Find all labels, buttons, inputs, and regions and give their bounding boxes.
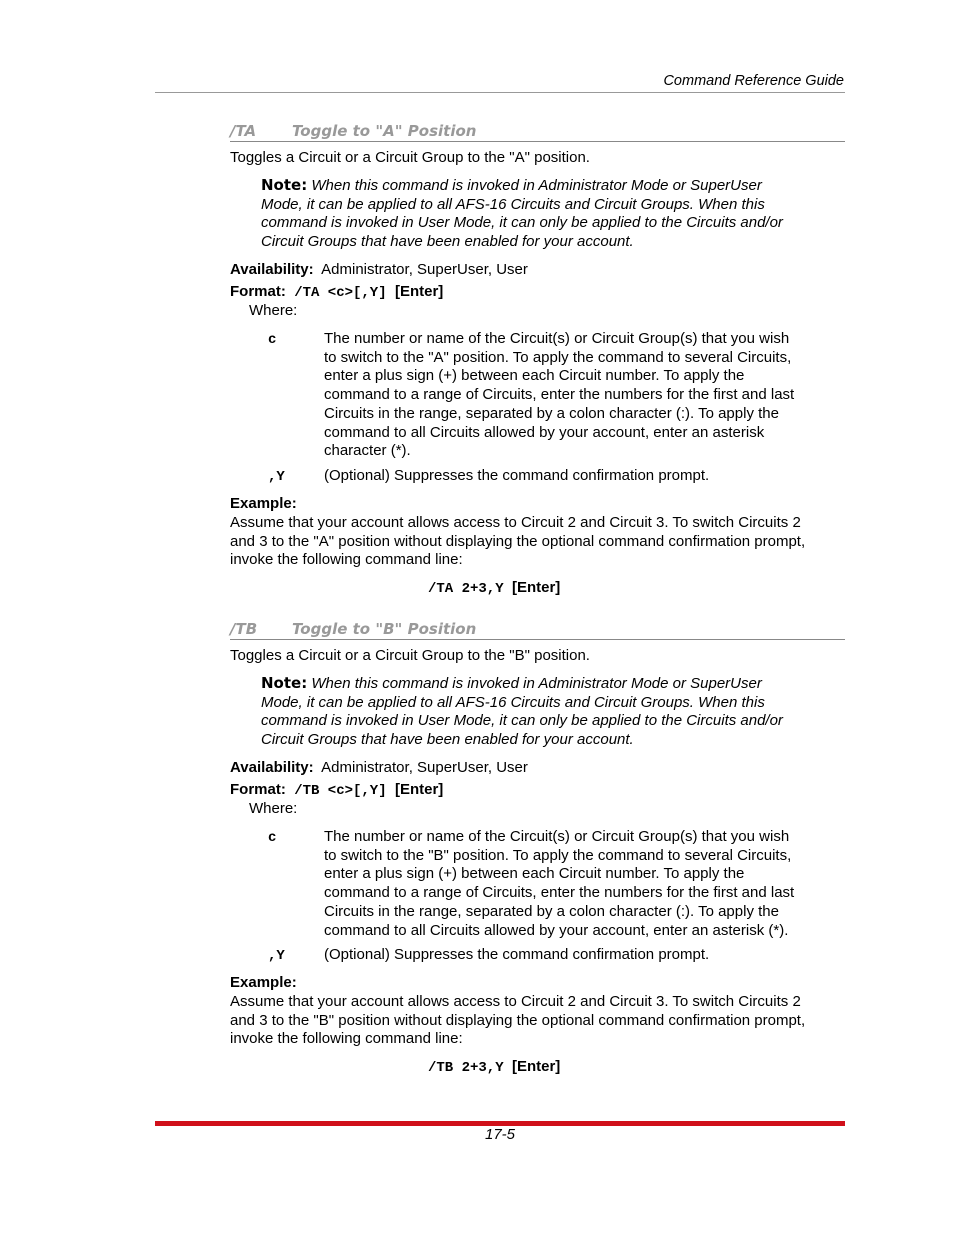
format-line (230, 781, 443, 801)
example-label: Example: (230, 495, 297, 512)
param-name: ,Y (268, 469, 285, 485)
intro-text: Toggles a Circuit or a Circuit Group to the "B" position. (230, 647, 590, 664)
param-line: enter a plus sign (+) between each Circuit number. To apply the (324, 367, 745, 385)
format-enter: [Enter] (394, 283, 444, 300)
note-line: When this command is invoked in Administrator Mode or SuperUser (311, 675, 762, 692)
availability-label: Availability: (230, 261, 314, 278)
param-line: to switch to the "A" position. To apply the command to several Circuits, (324, 348, 792, 366)
where-label: Where: (249, 800, 298, 817)
example-command-line (428, 579, 560, 597)
example-line: and 3 to the "B" position without displaying the optional command confirmation prompt, (230, 1011, 806, 1029)
section-command: /TA (230, 122, 257, 140)
param-line: Circuits in the range, separated by a colon character (:). To apply the (324, 404, 779, 422)
param-description (324, 828, 829, 940)
param-line: The number or name of the Circuit(s) or Circuit Group(s) that you wish (324, 828, 790, 845)
note-line: command is invoked in User Mode, it can only be applied to the Circuits and/or (261, 712, 783, 730)
param-description (324, 467, 829, 486)
section-title: Toggle to "A" Position (292, 122, 477, 140)
param-line: (Optional) Suppresses the command confirmation prompt. (324, 946, 710, 963)
note-line: Circuit Groups that have been enabled for your account. (261, 731, 634, 749)
param-line: (Optional) Suppresses the command confirmation prompt. (324, 467, 710, 484)
intro-text: Toggles a Circuit or a Circuit Group to the "A" position. (230, 149, 590, 166)
note-block (261, 674, 836, 750)
availability-line (230, 759, 528, 778)
example-line: Assume that your account allows access to Circuit 2 and Circuit 3. To switch Circuits 2 (230, 514, 801, 531)
format-line (230, 283, 443, 303)
page-number: 17-5 (484, 1126, 516, 1143)
param-line: command to a range of Circuits, enter the numbers for the first and last (324, 884, 795, 902)
param-description (324, 330, 829, 461)
where-label: Where: (249, 302, 298, 319)
example-text (230, 514, 805, 570)
example-line: invoke the following command line: (230, 1030, 463, 1048)
availability-line (230, 261, 528, 280)
example-line: Assume that your account allows access to Circuit 2 and Circuit 3. To switch Circuits 2 (230, 993, 801, 1010)
format-label: Format: (230, 283, 286, 300)
example-command: /TB 2+3,Y (428, 1060, 504, 1076)
param-name: c (268, 830, 277, 846)
note-line: command is invoked in User Mode, it can only be applied to the Circuits and/or (261, 214, 783, 232)
example-text (230, 993, 805, 1049)
param-line: command to all Circuits allowed by your account, enter an asterisk (*). (324, 921, 789, 939)
running-header: Command Reference Guide (663, 73, 844, 89)
example-line: and 3 to the "A" position without displaying the optional command confirmation prompt, (230, 532, 806, 550)
example-command-line (428, 1058, 560, 1076)
section-ta (230, 122, 845, 602)
note-line: When this command is invoked in Administrator Mode or SuperUser (311, 177, 762, 194)
param-line: command to a range of Circuits, enter the numbers for the first and last (324, 386, 795, 404)
param-description (324, 946, 829, 965)
format-command: /TA <c>[,Y] (294, 285, 387, 301)
example-line: invoke the following command line: (230, 551, 463, 569)
example-command: /TA 2+3,Y (428, 581, 504, 597)
note-label: Note: (261, 674, 308, 692)
param-line: character (*). (324, 442, 411, 460)
example-enter: [Enter] (511, 1058, 561, 1075)
param-line: command to all Circuits allowed by your account, enter an asterisk (324, 423, 765, 441)
param-name: ,Y (268, 948, 285, 964)
param-line: The number or name of the Circuit(s) or Circuit Group(s) that you wish (324, 330, 790, 347)
availability-value: Administrator, SuperUser, User (321, 759, 528, 776)
header-rule (155, 92, 845, 93)
section-title: Toggle to "B" Position (292, 620, 477, 638)
note-block (261, 176, 836, 252)
section-command: /TB (230, 620, 258, 638)
note-line: Circuit Groups that have been enabled for your account. (261, 233, 634, 251)
section-tb (230, 620, 845, 1100)
param-name: c (268, 332, 277, 348)
note-line: Mode, it can be applied to all AFS-16 Circuits and Circuit Groups. When this (261, 195, 765, 213)
example-enter: [Enter] (511, 579, 561, 596)
format-label: Format: (230, 781, 286, 798)
format-enter: [Enter] (394, 781, 444, 798)
section-heading (230, 620, 845, 640)
param-line: to switch to the "B" position. To apply the command to several Circuits, (324, 846, 792, 864)
note-label: Note: (261, 176, 308, 194)
format-command: /TB <c>[,Y] (294, 783, 387, 799)
availability-label: Availability: (230, 759, 314, 776)
note-line: Mode, it can be applied to all AFS-16 Circuits and Circuit Groups. When this (261, 693, 765, 711)
section-heading (230, 122, 845, 142)
availability-value: Administrator, SuperUser, User (321, 261, 528, 278)
param-line: enter a plus sign (+) between each Circuit number. To apply the (324, 865, 745, 883)
example-label: Example: (230, 974, 297, 991)
param-line: Circuits in the range, separated by a colon character (:). To apply the (324, 902, 779, 920)
